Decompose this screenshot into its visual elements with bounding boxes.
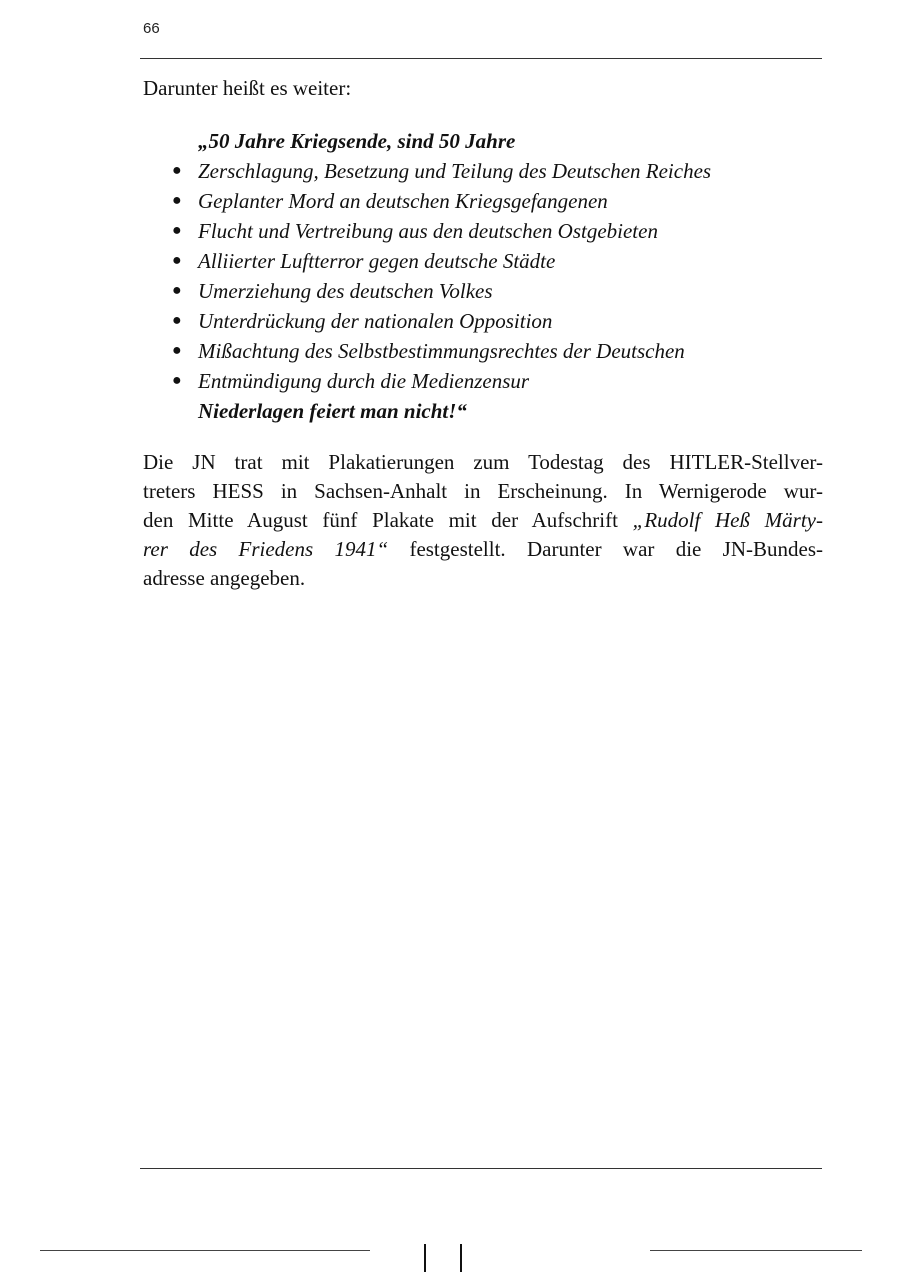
bullet-icon: ● [172, 342, 182, 359]
body-paragraph [143, 448, 823, 593]
bullet-icon: ● [172, 282, 182, 299]
paragraph-line-5: adresse angegeben. [143, 566, 306, 590]
list-item [172, 156, 832, 186]
quote-closing: Niederlagen feiert man nicht!“ [198, 399, 467, 423]
scan-line-right [650, 1250, 862, 1251]
list-item [172, 306, 832, 336]
list-item-text: Geplanter Mord an deutschen Kriegsgefangenen [198, 189, 608, 213]
bullet-icon: ● [172, 312, 182, 329]
list-item-text: Umerziehung des deutschen Volkes [198, 279, 493, 303]
paragraph-line-1: Die JN trat mit Plakatierungen zum Todestag des HITLER-Stellver- [143, 450, 823, 474]
list-item-text: Unterdrückung der nationalen Opposition [198, 309, 553, 333]
page-number: 66 [143, 20, 160, 37]
bottom-rule [140, 1168, 822, 1169]
poster-inscription-part-1: „Rudolf Heß Märty- [632, 508, 824, 532]
paragraph-line-4 [143, 535, 823, 564]
scan-mark [424, 1244, 426, 1272]
list-item-text: Zerschlagung, Besetzung und Teilung des Deutschen Reiches [198, 159, 712, 183]
scan-line-left [40, 1250, 370, 1251]
list-item [172, 246, 832, 276]
bullet-icon: ● [172, 192, 182, 209]
quote-list [172, 156, 832, 396]
top-rule [140, 58, 822, 59]
list-item [172, 186, 832, 216]
list-item-text: Entmündigung durch die Medienzensur [198, 369, 530, 393]
paragraph-line-2: treters HESS in Sachsen-Anhalt in Erscheinung. In Wernigerode wur- [143, 479, 823, 503]
quote-heading: „50 Jahre Kriegsende, sind 50 Jahre [198, 129, 516, 153]
list-item [172, 216, 832, 246]
list-item-text: Mißachtung des Selbstbestimmungsrechtes der Deutschen [198, 339, 685, 363]
list-item-text: Alliierter Luftterror gegen deutsche Städte [198, 249, 556, 273]
list-item [172, 276, 832, 306]
paragraph-line-4-text: festgestellt. Darunter war die JN-Bundes- [388, 537, 823, 561]
bullet-icon: ● [172, 222, 182, 239]
paragraph-line-3-text: den Mitte August fünf Plakate mit der Aufschrift [143, 508, 633, 532]
list-item-text: Flucht und Vertreibung aus den deutschen Ostgebieten [198, 219, 658, 243]
list-item [172, 336, 832, 366]
scan-mark [460, 1244, 462, 1272]
list-item [172, 366, 832, 396]
poster-inscription-part-2: rer des Friedens 1941“ [143, 537, 389, 561]
quote-block [172, 126, 832, 426]
bullet-icon: ● [172, 162, 182, 179]
intro-text: Darunter heißt es weiter: [143, 76, 352, 100]
bullet-icon: ● [172, 252, 182, 269]
bullet-icon: ● [172, 372, 182, 389]
paragraph-line-3 [143, 506, 823, 535]
